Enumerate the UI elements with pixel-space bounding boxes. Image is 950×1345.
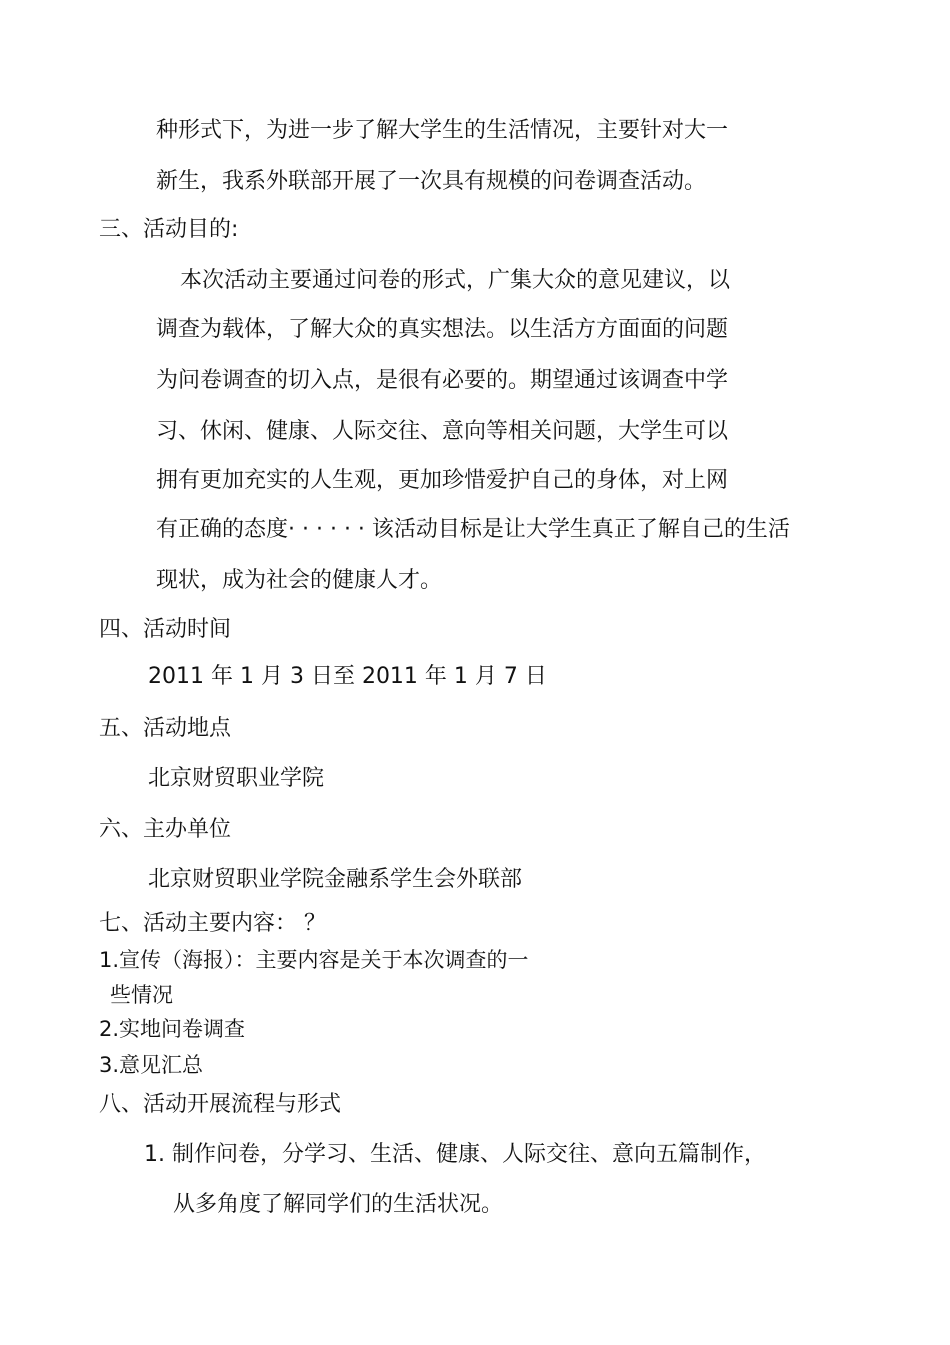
section-heading-purpose: 三、活动目的: [99,217,239,242]
process-step-line: 1. 制作问卷，分学习、生活、健康、人际交往、意向五篇制作， [144,1142,766,1167]
process-step-line: 从多角度了解同学们的生活状况。 [173,1192,504,1217]
purpose-paragraph-line: 拥有更加充实的人生观，更加珍惜爱护自己的身体，对上网 [156,468,729,493]
content-list-item: 些情况 [110,983,173,1007]
section-heading-organizer: 六、主办单位 [99,817,232,842]
purpose-paragraph-line: 本次活动主要通过问卷的形式，广集大众的意见建议，以 [180,268,731,293]
purpose-paragraph-line: 习、休闲、健康、人际交往、意向等相关问题，大学生可以 [156,419,729,444]
content-list-item: 3.意见汇总 [99,1053,204,1077]
event-location: 北京财贸职业学院 [148,766,325,791]
event-organizer: 北京财贸职业学院金融系学生会外联部 [148,867,523,892]
purpose-paragraph-line: 为问卷调查的切入点，是很有必要的。期望通过该调查中学 [156,368,729,393]
background-paragraph-line: 新生，我系外联部开展了一次具有规模的问卷调查活动。 [156,169,707,194]
content-list-item: 1.宣传（海报）：主要内容是关于本次调查的一 [99,948,529,972]
purpose-paragraph-line: 调查为载体，了解大众的真实想法。以生活方方面面的问题 [156,317,729,342]
section-heading-content: 七、活动主要内容： ？ [99,911,326,936]
background-paragraph-line: 种形式下，为进一步了解大学生的生活情况，主要针对大一 [156,118,729,143]
content-list-item: 2.实地问卷调查 [99,1017,246,1041]
purpose-paragraph-line: 有正确的态度· · · · · · 该活动目标是让大学生真正了解自己的生活 [156,517,790,542]
event-date: 2011 年 1 月 3 日至 2011 年 1 月 7 日 [148,664,547,689]
purpose-paragraph-line: 现状，成为社会的健康人才。 [156,568,443,593]
section-heading-process: 八、活动开展流程与形式 [99,1092,342,1117]
section-heading-time: 四、活动时间 [99,617,232,642]
section-heading-location: 五、活动地点 [99,716,232,741]
